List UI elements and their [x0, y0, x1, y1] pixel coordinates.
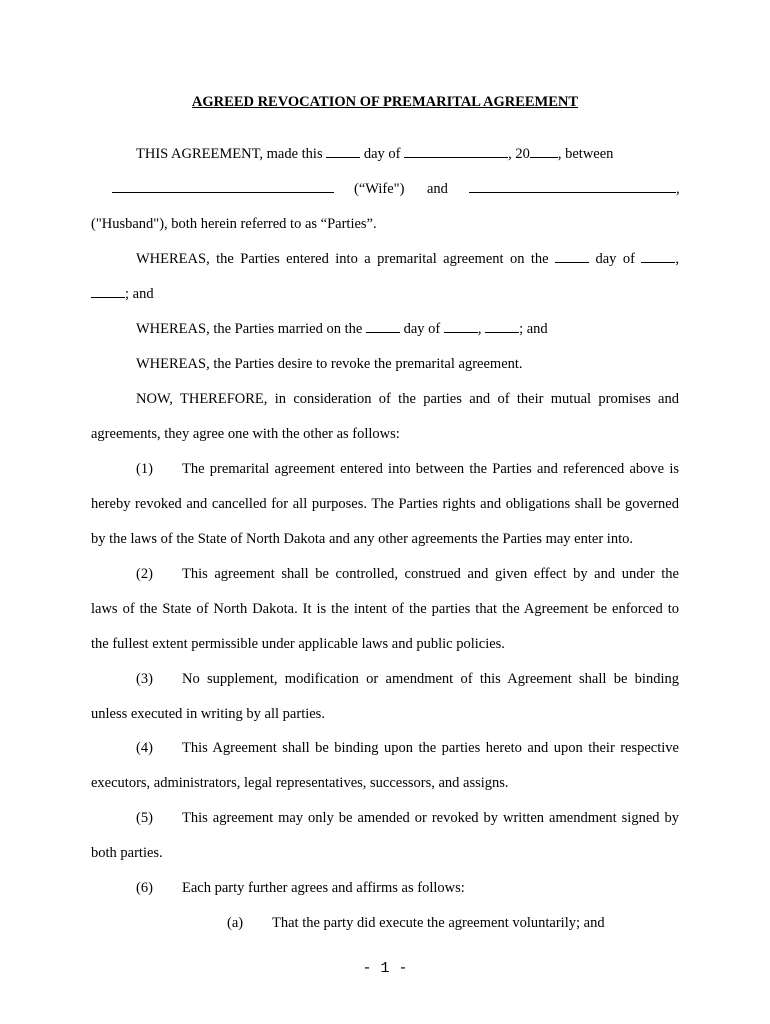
- premarital-month-blank[interactable]: [641, 251, 675, 263]
- paragraph-1-line-3: by the laws of the State of North Dakota and any other agreements the Parties may enter into.: [91, 531, 633, 547]
- year-blank[interactable]: [530, 146, 558, 158]
- whereas-1-line-1: WHEREAS, the Parties entered into a premarital agreement on the day of ,: [136, 251, 680, 267]
- paragraph-2-line-2: laws of the State of North Dakota. It is the intent of the parties that the Agreement be enforced to: [91, 601, 679, 617]
- paragraph-1-line-1: (1) The premarital agreement entered into between the Parties and referenced above is: [136, 461, 679, 477]
- marriage-month-blank[interactable]: [444, 321, 478, 333]
- marriage-year-blank[interactable]: [485, 321, 519, 333]
- premarital-year-blank[interactable]: [91, 286, 125, 298]
- paragraph-1-line-2: hereby revoked and cancelled for all purposes. The Parties rights and obligations shall be governed: [91, 496, 679, 512]
- page-number: - 1 -: [362, 960, 408, 977]
- wife-name-blank[interactable]: [112, 181, 334, 193]
- paragraph-3-number: (3): [136, 671, 153, 687]
- husband-name-blank[interactable]: [469, 181, 676, 193]
- and-label: and: [427, 181, 448, 197]
- intro-line-2: [112, 181, 334, 198]
- whereas-3-line: WHEREAS, the Parties desire to revoke the premarital agreement.: [136, 356, 523, 372]
- subparagraph-a-number: (a): [227, 915, 244, 931]
- paragraph-4-line-1: (4) This Agreement shall be binding upon the parties hereto and upon their respective: [136, 740, 679, 756]
- subparagraph-a-line-1: (a) That the party did execute the agreement voluntarily; and: [227, 915, 605, 931]
- paragraph-2-number: (2): [136, 566, 153, 582]
- wife-label: (“Wife"): [354, 181, 405, 197]
- paragraph-3-line-2: unless executed in writing by all parties.: [91, 706, 325, 722]
- paragraph-5-number: (5): [136, 810, 153, 826]
- paragraph-1-number: (1): [136, 461, 153, 477]
- paragraph-6-line-1: (6) Each party further agrees and affirms as follows:: [136, 880, 465, 896]
- month-blank[interactable]: [404, 146, 508, 158]
- paragraph-5-line-1: (5) This agreement may only be amended or revoked by written amendment signed by: [136, 810, 679, 826]
- paragraph-4-number: (4): [136, 740, 153, 756]
- document-title: AGREED REVOCATION OF PREMARITAL AGREEMENT: [191, 94, 579, 110]
- paragraph-3-line-1: (3) No supplement, modification or amendment of this Agreement shall be binding: [136, 671, 679, 687]
- paragraph-5-line-2: both parties.: [91, 845, 163, 861]
- whereas-1-line-2: ; and: [91, 286, 154, 303]
- now-therefore-line-2: agreements, they agree one with the other as follows:: [91, 426, 400, 442]
- husband-blank-wrap: ,: [469, 181, 680, 198]
- premarital-day-blank[interactable]: [555, 251, 589, 263]
- intro-line-1: THIS AGREEMENT, made this day of , 20 , between: [136, 146, 614, 162]
- whereas-2-line: WHEREAS, the Parties married on the day of , ; and: [136, 321, 548, 337]
- now-therefore-line-1: NOW, THEREFORE, in consideration of the parties and of their mutual promises and: [136, 391, 679, 407]
- paragraph-4-line-2: executors, administrators, legal representatives, successors, and assigns.: [91, 775, 509, 791]
- paragraph-6-number: (6): [136, 880, 153, 896]
- paragraph-2-line-3: the fullest extent permissible under applicable laws and public policies.: [91, 636, 505, 652]
- intro-line-3: ("Husband"), both herein referred to as “Parties”.: [91, 216, 377, 232]
- paragraph-2-line-1: (2) This agreement shall be controlled, construed and given effect by and under the: [136, 566, 679, 582]
- marriage-day-blank[interactable]: [366, 321, 400, 333]
- day-blank[interactable]: [326, 146, 360, 158]
